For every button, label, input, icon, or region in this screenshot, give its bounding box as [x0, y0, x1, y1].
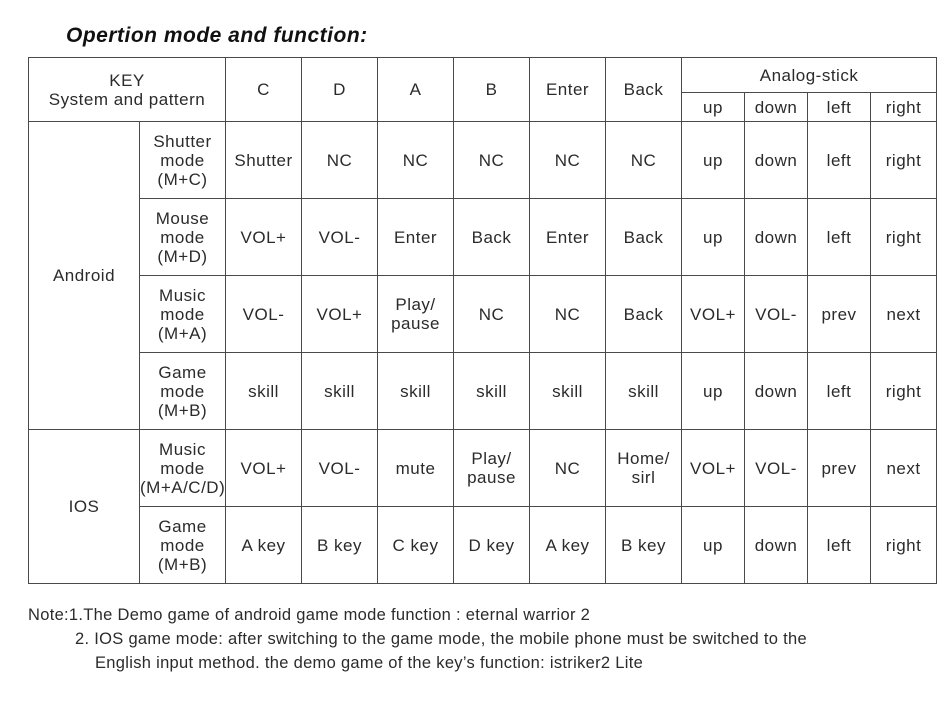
mode-cell [140, 122, 226, 199]
header-row [29, 58, 937, 93]
analog-header-down: down [745, 93, 808, 122]
notes [28, 603, 807, 675]
cell-back: Home/ sirl [606, 430, 682, 507]
key-header-cell [29, 58, 226, 122]
mode-combo: (M+A/C/D) [140, 477, 226, 497]
mode-cell [140, 276, 226, 353]
cell-left: left [808, 199, 871, 276]
column-header-d: D [302, 58, 378, 122]
cell-a: Enter [378, 199, 454, 276]
cell-right: next [871, 430, 937, 507]
table-row [29, 353, 937, 430]
note-line-2: 2. IOS game mode: after switching to the game mode, the mobile phone must be switched to the [75, 630, 807, 648]
mode-name: Music mode [159, 285, 206, 324]
cell-down: down [745, 122, 808, 199]
cell-c: VOL- [226, 276, 302, 353]
table-row [29, 276, 937, 353]
key-header-label: KEY [109, 70, 145, 90]
operation-mode-table [28, 57, 937, 584]
cell-d: VOL- [302, 430, 378, 507]
column-header-a: A [378, 58, 454, 122]
cell-back: B key [606, 507, 682, 584]
mode-cell [140, 199, 226, 276]
cell-b: D key [454, 507, 530, 584]
cell-left: prev [808, 430, 871, 507]
cell-c: A key [226, 507, 302, 584]
analog-header-left: left [808, 93, 871, 122]
cell-d: VOL+ [302, 276, 378, 353]
cell-enter: NC [530, 430, 606, 507]
analog-stick-header: Analog-stick [682, 58, 937, 93]
cell-enter: NC [530, 122, 606, 199]
note-line-3: English input method. the demo game of the key’s function: istriker2 Lite [95, 654, 644, 672]
cell-d: skill [302, 353, 378, 430]
column-header-b: B [454, 58, 530, 122]
cell-down: down [745, 199, 808, 276]
cell-right: right [871, 353, 937, 430]
cell-down: VOL- [745, 276, 808, 353]
system-cell-ios: IOS [29, 430, 140, 584]
mode-combo: (M+D) [157, 246, 208, 266]
cell-up: up [682, 199, 745, 276]
cell-a: C key [378, 507, 454, 584]
cell-c: Shutter [226, 122, 302, 199]
cell-a: skill [378, 353, 454, 430]
mode-cell [140, 507, 226, 584]
mode-combo: (M+A) [157, 323, 208, 343]
cell-back: Back [606, 199, 682, 276]
cell-b: skill [454, 353, 530, 430]
cell-up: up [682, 353, 745, 430]
cell-d: B key [302, 507, 378, 584]
cell-back: Back [606, 276, 682, 353]
mode-name: Game mode [158, 362, 207, 401]
cell-enter: NC [530, 276, 606, 353]
cell-d: NC [302, 122, 378, 199]
mode-combo: (M+C) [157, 169, 208, 189]
mode-combo: (M+B) [157, 400, 208, 420]
table-row [29, 507, 937, 584]
mode-name: Mouse mode [155, 208, 210, 247]
cell-b: NC [454, 122, 530, 199]
cell-right: right [871, 199, 937, 276]
cell-enter: A key [530, 507, 606, 584]
page-title: Opertion mode and function: [66, 24, 368, 47]
column-header-back: Back [606, 58, 682, 122]
mode-cell [140, 353, 226, 430]
cell-left: left [808, 353, 871, 430]
cell-back: NC [606, 122, 682, 199]
cell-c: VOL+ [226, 199, 302, 276]
cell-right: right [871, 507, 937, 584]
cell-down: VOL- [745, 430, 808, 507]
cell-a: mute [378, 430, 454, 507]
cell-enter: skill [530, 353, 606, 430]
cell-up: VOL+ [682, 276, 745, 353]
cell-b: Back [454, 199, 530, 276]
cell-b: Play/ pause [454, 430, 530, 507]
cell-up: up [682, 507, 745, 584]
cell-right: next [871, 276, 937, 353]
cell-down: down [745, 507, 808, 584]
table-row [29, 199, 937, 276]
cell-up: VOL+ [682, 430, 745, 507]
mode-combo: (M+B) [157, 554, 208, 574]
analog-header-right: right [871, 93, 937, 122]
cell-up: up [682, 122, 745, 199]
column-header-enter: Enter [530, 58, 606, 122]
cell-back: skill [606, 353, 682, 430]
cell-a: NC [378, 122, 454, 199]
mode-name: Shutter mode [153, 131, 212, 170]
table-row [29, 122, 937, 199]
cell-c: VOL+ [226, 430, 302, 507]
cell-down: down [745, 353, 808, 430]
analog-header-up: up [682, 93, 745, 122]
cell-b: NC [454, 276, 530, 353]
cell-right: right [871, 122, 937, 199]
mode-cell [140, 430, 226, 507]
cell-c: skill [226, 353, 302, 430]
mode-name: Game mode [158, 516, 207, 555]
note-line-1: Note:1.The Demo game of android game mode function : eternal warrior 2 [28, 606, 591, 624]
mode-name: Music mode [159, 439, 206, 478]
system-cell-android: Android [29, 122, 140, 430]
system-pattern-header-label: System and pattern [48, 89, 206, 109]
cell-left: left [808, 122, 871, 199]
cell-a: Play/ pause [378, 276, 454, 353]
table-row [29, 430, 937, 507]
cell-left: left [808, 507, 871, 584]
column-header-c: C [226, 58, 302, 122]
cell-enter: Enter [530, 199, 606, 276]
cell-d: VOL- [302, 199, 378, 276]
cell-left: prev [808, 276, 871, 353]
